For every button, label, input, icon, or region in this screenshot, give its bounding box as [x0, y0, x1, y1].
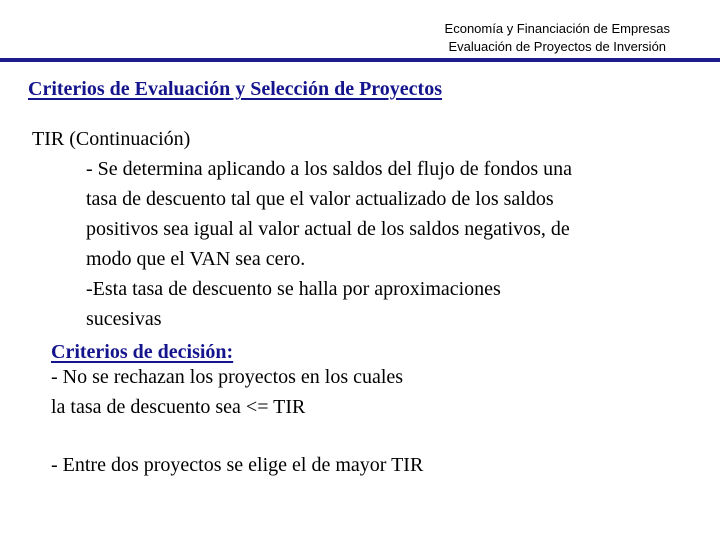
- paragraph-line: -Esta tasa de descuento se halla por aproximaciones: [86, 278, 501, 300]
- criteria-item-2: [51, 450, 651, 480]
- paragraph-line: - Se determina aplicando a los saldos del flujo de fondos una: [86, 158, 572, 180]
- criteria-line: - Entre dos proyectos se elige el de mayor TIR: [51, 454, 424, 476]
- slide-header: [445, 20, 670, 56]
- paragraph-line: sucesivas: [86, 308, 162, 330]
- header-divider: [0, 58, 720, 62]
- section-heading: TIR (Continuación): [32, 128, 191, 150]
- paragraph-line: positivos sea igual al valor actual de los saldos negativos, de: [86, 218, 570, 240]
- paragraph-line: modo que el VAN sea cero.: [86, 248, 306, 270]
- criteria-line: - No se rechazan los proyectos en los cuales: [51, 366, 404, 388]
- criteria-heading: Criterios de decisión:: [51, 341, 234, 363]
- tir-description: [86, 154, 686, 334]
- criteria-item-1: [51, 362, 651, 422]
- slide-title: Criterios de Evaluación y Selección de Proyectos: [28, 78, 443, 100]
- header-line-1: Economía y Financiación de Empresas: [444, 21, 670, 36]
- criteria-line: la tasa de descuento sea <= TIR: [51, 396, 306, 418]
- header-line-2: Evaluación de Proyectos de Inversión: [448, 39, 667, 54]
- paragraph-line: tasa de descuento tal que el valor actualizado de los saldos: [86, 188, 554, 210]
